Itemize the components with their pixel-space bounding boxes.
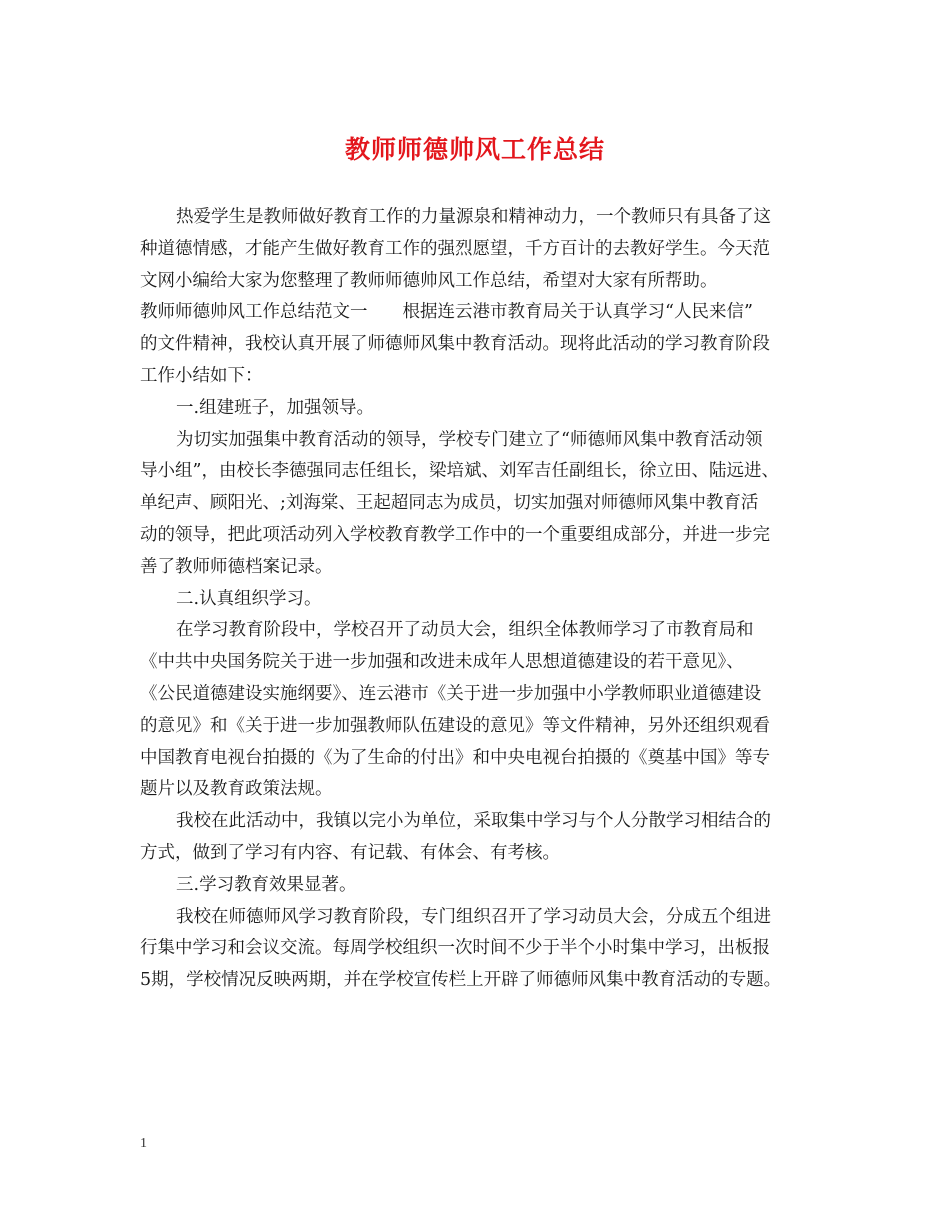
text-line: 《中共中央国务院关于进一步加强和改进未成年人思想道德建设的若干意见》、	[140, 652, 744, 673]
text-line: 的文件精神，我校认真开展了师德师风集中教育活动。现将此活动的学习教育阶段	[140, 334, 770, 355]
text-line: 行集中学习和会议交流。每周学校组织一次时间不少于半个小时集中学习，出板报	[140, 938, 770, 959]
text-line: 的意见》和《关于进一步加强教师队伍建设的意见》等文件精神，另外还组织观看	[140, 715, 770, 736]
text-line: 中国教育电视台拍摄的《为了生命的付出》和中央电视台拍摄的《奠基中国》等专	[140, 747, 770, 768]
text-line: 我校在此活动中，我镇以完小为单位，采取集中学习与个人分散学习相结合的	[176, 811, 771, 832]
text-line: 教师师德帅风工作总结范文一 根据连云港市教育局关于认真学习“人民来信”	[140, 302, 753, 323]
text-line: 为切实加强集中教育活动的领导，学校专门建立了“师德师风集中教育活动领	[176, 429, 763, 450]
text-line: 工作小结如下：	[140, 365, 263, 386]
text-line: 善了教师师德档案记录。	[140, 556, 333, 577]
text-line: 在学习教育阶段中，学校召开了动员大会，组织全体教师学习了市教育局和	[176, 620, 754, 641]
text-line: 《公民道德建设实施纲要》、连云港市《关于进一步加强中小学教师职业道德建设	[140, 683, 762, 704]
text-line: 题片以及教育政策法规。	[140, 779, 333, 800]
document-title: 教师师德帅风工作总结	[344, 135, 605, 164]
document-body	[140, 202, 820, 997]
text-line: 方式，做到了学习有内容、有记载、有体会、有考核。	[140, 842, 560, 863]
text-line: 一.组建班子，加强领导。	[176, 397, 375, 418]
text-line: 动的领导，把此项活动列入学校教育教学工作中的一个重要组成部分，并进一步完	[140, 524, 770, 545]
text-line: 导小组”，由校长李德强同志任组长，梁培斌、刘军吉任副组长，徐立田、陆远进、	[140, 461, 779, 482]
text-line: 文网小编给大家为您整理了教师师德帅风工作总结，希望对大家有所帮助。	[140, 270, 718, 291]
text-line: 热爱学生是教师做好教育工作的力量源泉和精神动力，一个教师只有具备了这	[176, 207, 771, 227]
text-line: 二.认真组织学习。	[176, 588, 322, 609]
text-line: 种道德情感，才能产生做好教育工作的强烈愿望，千方百计的去教好学生。今天范	[140, 238, 770, 259]
page-number: 1	[140, 1136, 147, 1151]
text-line: 我校在师德师风学习教育阶段，专门组织召开了学习动员大会，分成五个组进	[176, 906, 771, 927]
text-line: 5期，学校情况反映两期，并在学校宣传栏上开辟了师德师风集中教育活动的专题。	[140, 970, 782, 991]
text-line: 三.学习教育效果显著。	[176, 874, 357, 895]
text-line: 单纪声、顾阳光、;刘海棠、王起超同志为成员，切实加强对师德师风集中教育活	[140, 493, 759, 514]
